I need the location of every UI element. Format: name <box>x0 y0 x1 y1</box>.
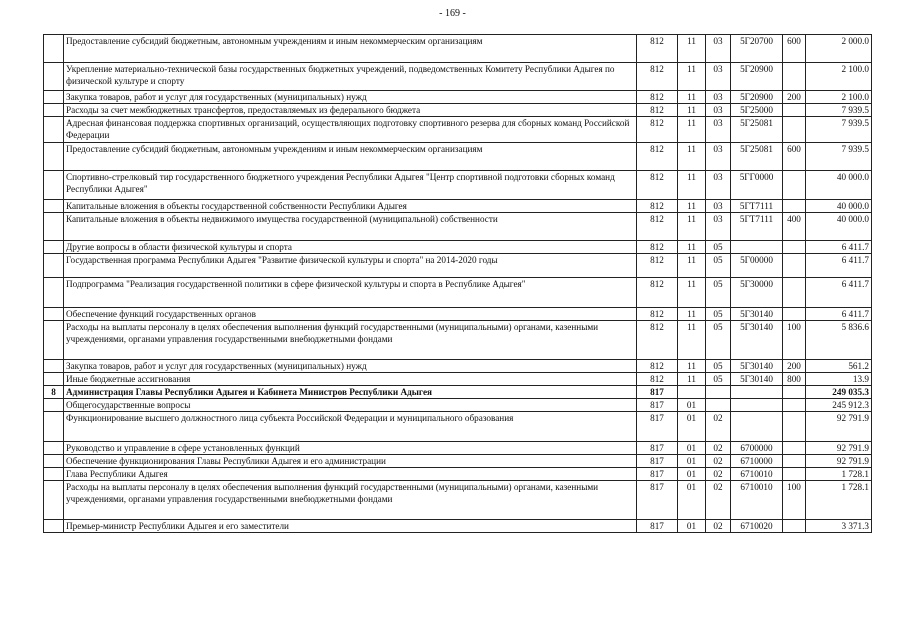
section-code-cell: 11 <box>678 63 706 91</box>
expense-type-code-cell: 800 <box>783 373 806 386</box>
subsection-code-cell <box>706 399 731 412</box>
ved-code-cell: 812 <box>637 213 678 241</box>
section-code-cell: 01 <box>678 412 706 442</box>
subsection-code-cell <box>706 386 731 399</box>
row-number-cell <box>44 520 64 533</box>
subsection-code-cell: 02 <box>706 468 731 481</box>
target-article-code-cell: 5Г25081 <box>731 117 783 143</box>
target-article-code-cell: 5Г30140 <box>731 308 783 321</box>
budget-table <box>43 34 872 533</box>
expense-type-code-cell <box>783 278 806 308</box>
item-name-cell: Руководство и управление в сфере установленных функций <box>64 442 637 455</box>
table-row <box>44 171 872 200</box>
item-name-cell: Подпрограмма "Реализация государственной политики в сфере физической культуры и спорта в Республике Адыгея" <box>64 278 637 308</box>
target-article-code-cell: 6710020 <box>731 520 783 533</box>
ved-code-cell: 812 <box>637 308 678 321</box>
section-code-cell: 11 <box>678 308 706 321</box>
expense-type-code-cell <box>783 442 806 455</box>
table-row <box>44 104 872 117</box>
subsection-code-cell: 02 <box>706 455 731 468</box>
item-name-cell: Расходы на выплаты персоналу в целях обеспечения выполнения функций государственными (муниципальными) органами, казенными учреждениями, органами управления государственными внебюджетными фондами <box>64 321 637 360</box>
expense-type-code-cell <box>783 63 806 91</box>
target-article-code-cell: 5ГТ7111 <box>731 200 783 213</box>
table-row <box>44 254 872 278</box>
ved-code-cell: 812 <box>637 143 678 171</box>
row-number-cell <box>44 360 64 373</box>
section-code-cell: 11 <box>678 373 706 386</box>
expense-type-code-cell: 200 <box>783 360 806 373</box>
amount-cell: 1 728.1 <box>806 468 872 481</box>
target-article-code-cell <box>731 241 783 254</box>
item-name-cell: Общегосударственные вопросы <box>64 399 637 412</box>
expense-type-code-cell <box>783 171 806 200</box>
target-article-code-cell <box>731 386 783 399</box>
item-name-cell: Администрация Главы Республики Адыгея и Кабинета Министров Республики Адыгея <box>64 386 637 399</box>
item-name-cell: Предоставление субсидий бюджетным, автономным учреждениям и иным некоммерческим организациям <box>64 143 637 171</box>
item-name-cell: Спортивно-стрелковый тир государственного бюджетного учреждения Республики Адыгея "Центр спортивной подготовки сборных команд Республики Адыгея" <box>64 171 637 200</box>
subsection-code-cell: 02 <box>706 412 731 442</box>
item-name-cell: Другие вопросы в области физической культуры и спорта <box>64 241 637 254</box>
section-code-cell: 01 <box>678 481 706 520</box>
amount-cell: 1 728.1 <box>806 481 872 520</box>
target-article-code-cell: 5ГГ0000 <box>731 171 783 200</box>
item-name-cell: Государственная программа Республики Адыгея "Развитие физической культуры и спорта" на 2014-2020 годы <box>64 254 637 278</box>
table-row <box>44 63 872 91</box>
amount-cell: 7 939.5 <box>806 104 872 117</box>
section-code-cell: 11 <box>678 213 706 241</box>
expense-type-code-cell <box>783 200 806 213</box>
item-name-cell: Глава Республики Адыгея <box>64 468 637 481</box>
target-article-code-cell: 5Г30000 <box>731 278 783 308</box>
item-name-cell: Премьер-министр Республики Адыгея и его заместители <box>64 520 637 533</box>
amount-cell: 249 035.3 <box>806 386 872 399</box>
section-code-cell <box>678 386 706 399</box>
item-name-cell: Иные бюджетные ассигнования <box>64 373 637 386</box>
expense-type-code-cell <box>783 104 806 117</box>
amount-cell: 7 939.5 <box>806 117 872 143</box>
row-number-cell <box>44 399 64 412</box>
section-code-cell: 01 <box>678 442 706 455</box>
expense-type-code-cell: 100 <box>783 481 806 520</box>
ved-code-cell: 812 <box>637 360 678 373</box>
section-code-cell: 01 <box>678 455 706 468</box>
amount-cell: 13.9 <box>806 373 872 386</box>
table-row <box>44 278 872 308</box>
ved-code-cell: 812 <box>637 241 678 254</box>
ved-code-cell: 817 <box>637 442 678 455</box>
amount-cell: 7 939.5 <box>806 143 872 171</box>
item-name-cell: Расходы на выплаты персоналу в целях обеспечения выполнения функций государственными (муниципальными) органами, казенными учреждениями, органами управления государственными внебюджетными фондами <box>64 481 637 520</box>
table-row <box>44 143 872 171</box>
target-article-code-cell: 5Г25081 <box>731 143 783 171</box>
expense-type-code-cell <box>783 520 806 533</box>
table-row <box>44 412 872 442</box>
ved-code-cell: 812 <box>637 104 678 117</box>
amount-cell: 5 836.6 <box>806 321 872 360</box>
row-number-cell <box>44 321 64 360</box>
table-row <box>44 442 872 455</box>
subsection-code-cell: 02 <box>706 481 731 520</box>
target-article-code-cell: 6710010 <box>731 481 783 520</box>
ved-code-cell: 812 <box>637 117 678 143</box>
section-code-cell: 11 <box>678 91 706 104</box>
table-row <box>44 117 872 143</box>
row-number-cell <box>44 412 64 442</box>
ved-code-cell: 812 <box>637 254 678 278</box>
expense-type-code-cell <box>783 468 806 481</box>
expense-type-code-cell: 100 <box>783 321 806 360</box>
row-number-cell <box>44 35 64 63</box>
amount-cell: 2 000.0 <box>806 35 872 63</box>
amount-cell: 92 791.9 <box>806 442 872 455</box>
expense-type-code-cell <box>783 455 806 468</box>
table-row <box>44 520 872 533</box>
subsection-code-cell: 03 <box>706 104 731 117</box>
row-number-cell <box>44 442 64 455</box>
ved-code-cell: 817 <box>637 520 678 533</box>
target-article-code-cell: 5Г30140 <box>731 321 783 360</box>
subsection-code-cell: 03 <box>706 171 731 200</box>
target-article-code-cell: 5Г00000 <box>731 254 783 278</box>
ved-code-cell: 812 <box>637 91 678 104</box>
target-article-code-cell: 5Г20900 <box>731 63 783 91</box>
row-number-cell <box>44 373 64 386</box>
row-number-cell <box>44 91 64 104</box>
row-number-cell <box>44 481 64 520</box>
section-code-cell: 11 <box>678 171 706 200</box>
item-name-cell: Закупка товаров, работ и услуг для государственных (муниципальных) нужд <box>64 360 637 373</box>
target-article-code-cell: 6710000 <box>731 455 783 468</box>
section-code-cell: 11 <box>678 360 706 373</box>
subsection-code-cell: 02 <box>706 520 731 533</box>
ved-code-cell: 817 <box>637 399 678 412</box>
table-row <box>44 468 872 481</box>
table-row <box>44 455 872 468</box>
section-code-cell: 11 <box>678 117 706 143</box>
ved-code-cell: 817 <box>637 468 678 481</box>
subsection-code-cell: 02 <box>706 442 731 455</box>
target-article-code-cell <box>731 399 783 412</box>
amount-cell: 2 100.0 <box>806 91 872 104</box>
row-number-cell <box>44 63 64 91</box>
table-row <box>44 35 872 63</box>
section-code-cell: 01 <box>678 520 706 533</box>
table-row <box>44 321 872 360</box>
subsection-code-cell: 03 <box>706 143 731 171</box>
ved-code-cell: 812 <box>637 200 678 213</box>
ved-code-cell: 817 <box>637 481 678 520</box>
section-code-cell: 01 <box>678 468 706 481</box>
item-name-cell: Предоставление субсидий бюджетным, автономным учреждениям и иным некоммерческим организациям <box>64 35 637 63</box>
ved-code-cell: 812 <box>637 171 678 200</box>
item-name-cell: Капитальные вложения в объекты государственной собственности Республики Адыгея <box>64 200 637 213</box>
ved-code-cell: 812 <box>637 321 678 360</box>
item-name-cell: Капитальные вложения в объекты недвижимого имущества государственной (муниципальной) собственности <box>64 213 637 241</box>
table-row <box>44 308 872 321</box>
amount-cell: 6 411.7 <box>806 308 872 321</box>
table-row <box>44 200 872 213</box>
item-name-cell: Расходы за счет межбюджетных трансфертов, предоставляемых из федерального бюджета <box>64 104 637 117</box>
subsection-code-cell: 03 <box>706 117 731 143</box>
target-article-code-cell: 5Г20900 <box>731 91 783 104</box>
expense-type-code-cell <box>783 308 806 321</box>
table-row <box>44 241 872 254</box>
ved-code-cell: 812 <box>637 373 678 386</box>
row-number-cell <box>44 200 64 213</box>
table-row <box>44 91 872 104</box>
amount-cell: 92 791.9 <box>806 412 872 442</box>
item-name-cell: Укрепление материально-технической базы государственных бюджетных учреждений, подведомственных Комитету Республики Адыгея по физической культуре и спорту <box>64 63 637 91</box>
section-code-cell: 11 <box>678 200 706 213</box>
subsection-code-cell: 05 <box>706 278 731 308</box>
table-row <box>44 373 872 386</box>
amount-cell: 92 791.9 <box>806 455 872 468</box>
subsection-code-cell: 03 <box>706 213 731 241</box>
section-code-cell: 11 <box>678 241 706 254</box>
subsection-code-cell: 05 <box>706 241 731 254</box>
row-number-cell <box>44 278 64 308</box>
item-name-cell: Обеспечение функционирования Главы Республики Адыгея и его администрации <box>64 455 637 468</box>
expense-type-code-cell: 400 <box>783 213 806 241</box>
row-number-cell <box>44 455 64 468</box>
expense-type-code-cell: 600 <box>783 35 806 63</box>
target-article-code-cell: 5ГТ7111 <box>731 213 783 241</box>
amount-cell: 40 000.0 <box>806 171 872 200</box>
subsection-code-cell: 03 <box>706 200 731 213</box>
table-row <box>44 360 872 373</box>
ved-code-cell: 812 <box>637 63 678 91</box>
subsection-code-cell: 03 <box>706 35 731 63</box>
amount-cell: 40 000.0 <box>806 200 872 213</box>
subsection-code-cell: 05 <box>706 373 731 386</box>
table-row <box>44 213 872 241</box>
page-number: - 169 - <box>439 8 466 19</box>
subsection-code-cell: 05 <box>706 308 731 321</box>
row-number-cell: 8 <box>44 386 64 399</box>
subsection-code-cell: 05 <box>706 321 731 360</box>
subsection-code-cell: 05 <box>706 360 731 373</box>
section-code-cell: 01 <box>678 399 706 412</box>
expense-type-code-cell <box>783 254 806 278</box>
section-code-cell: 11 <box>678 104 706 117</box>
expense-type-code-cell <box>783 117 806 143</box>
row-number-cell <box>44 241 64 254</box>
item-name-cell: Адресная финансовая поддержка спортивных организаций, осуществляющих подготовку спортивного резерва для сборных команд Российской Федерации <box>64 117 637 143</box>
ved-code-cell: 817 <box>637 455 678 468</box>
row-number-cell <box>44 468 64 481</box>
section-code-cell: 11 <box>678 143 706 171</box>
amount-cell: 6 411.7 <box>806 278 872 308</box>
expense-type-code-cell <box>783 399 806 412</box>
target-article-code-cell <box>731 412 783 442</box>
expense-type-code-cell <box>783 412 806 442</box>
expense-type-code-cell: 200 <box>783 91 806 104</box>
expense-type-code-cell <box>783 241 806 254</box>
expense-type-code-cell: 600 <box>783 143 806 171</box>
amount-cell: 245 912.3 <box>806 399 872 412</box>
amount-cell: 40 000.0 <box>806 213 872 241</box>
table-row <box>44 386 872 399</box>
target-article-code-cell: 5Г25000 <box>731 104 783 117</box>
table-row <box>44 399 872 412</box>
amount-cell: 6 411.7 <box>806 254 872 278</box>
target-article-code-cell: 6710010 <box>731 468 783 481</box>
section-code-cell: 11 <box>678 254 706 278</box>
target-article-code-cell: 5Г20700 <box>731 35 783 63</box>
item-name-cell: Функционирование высшего должностного лица субъекта Российской Федерации и муниципального образования <box>64 412 637 442</box>
amount-cell: 6 411.7 <box>806 241 872 254</box>
ved-code-cell: 817 <box>637 412 678 442</box>
amount-cell: 2 100.0 <box>806 63 872 91</box>
subsection-code-cell: 05 <box>706 254 731 278</box>
section-code-cell: 11 <box>678 278 706 308</box>
item-name-cell: Закупка товаров, работ и услуг для государственных (муниципальных) нужд <box>64 91 637 104</box>
expense-type-code-cell <box>783 386 806 399</box>
row-number-cell <box>44 254 64 278</box>
row-number-cell <box>44 117 64 143</box>
row-number-cell <box>44 213 64 241</box>
amount-cell: 561.2 <box>806 360 872 373</box>
section-code-cell: 11 <box>678 35 706 63</box>
ved-code-cell: 812 <box>637 278 678 308</box>
row-number-cell <box>44 104 64 117</box>
row-number-cell <box>44 171 64 200</box>
amount-cell: 3 371.3 <box>806 520 872 533</box>
row-number-cell <box>44 143 64 171</box>
table-row <box>44 481 872 520</box>
target-article-code-cell: 5Г30140 <box>731 360 783 373</box>
target-article-code-cell: 5Г30140 <box>731 373 783 386</box>
subsection-code-cell: 03 <box>706 91 731 104</box>
target-article-code-cell: 6700000 <box>731 442 783 455</box>
subsection-code-cell: 03 <box>706 63 731 91</box>
section-code-cell: 11 <box>678 321 706 360</box>
item-name-cell: Обеспечение функций государственных органов <box>64 308 637 321</box>
ved-code-cell: 812 <box>637 35 678 63</box>
ved-code-cell: 817 <box>637 386 678 399</box>
row-number-cell <box>44 308 64 321</box>
